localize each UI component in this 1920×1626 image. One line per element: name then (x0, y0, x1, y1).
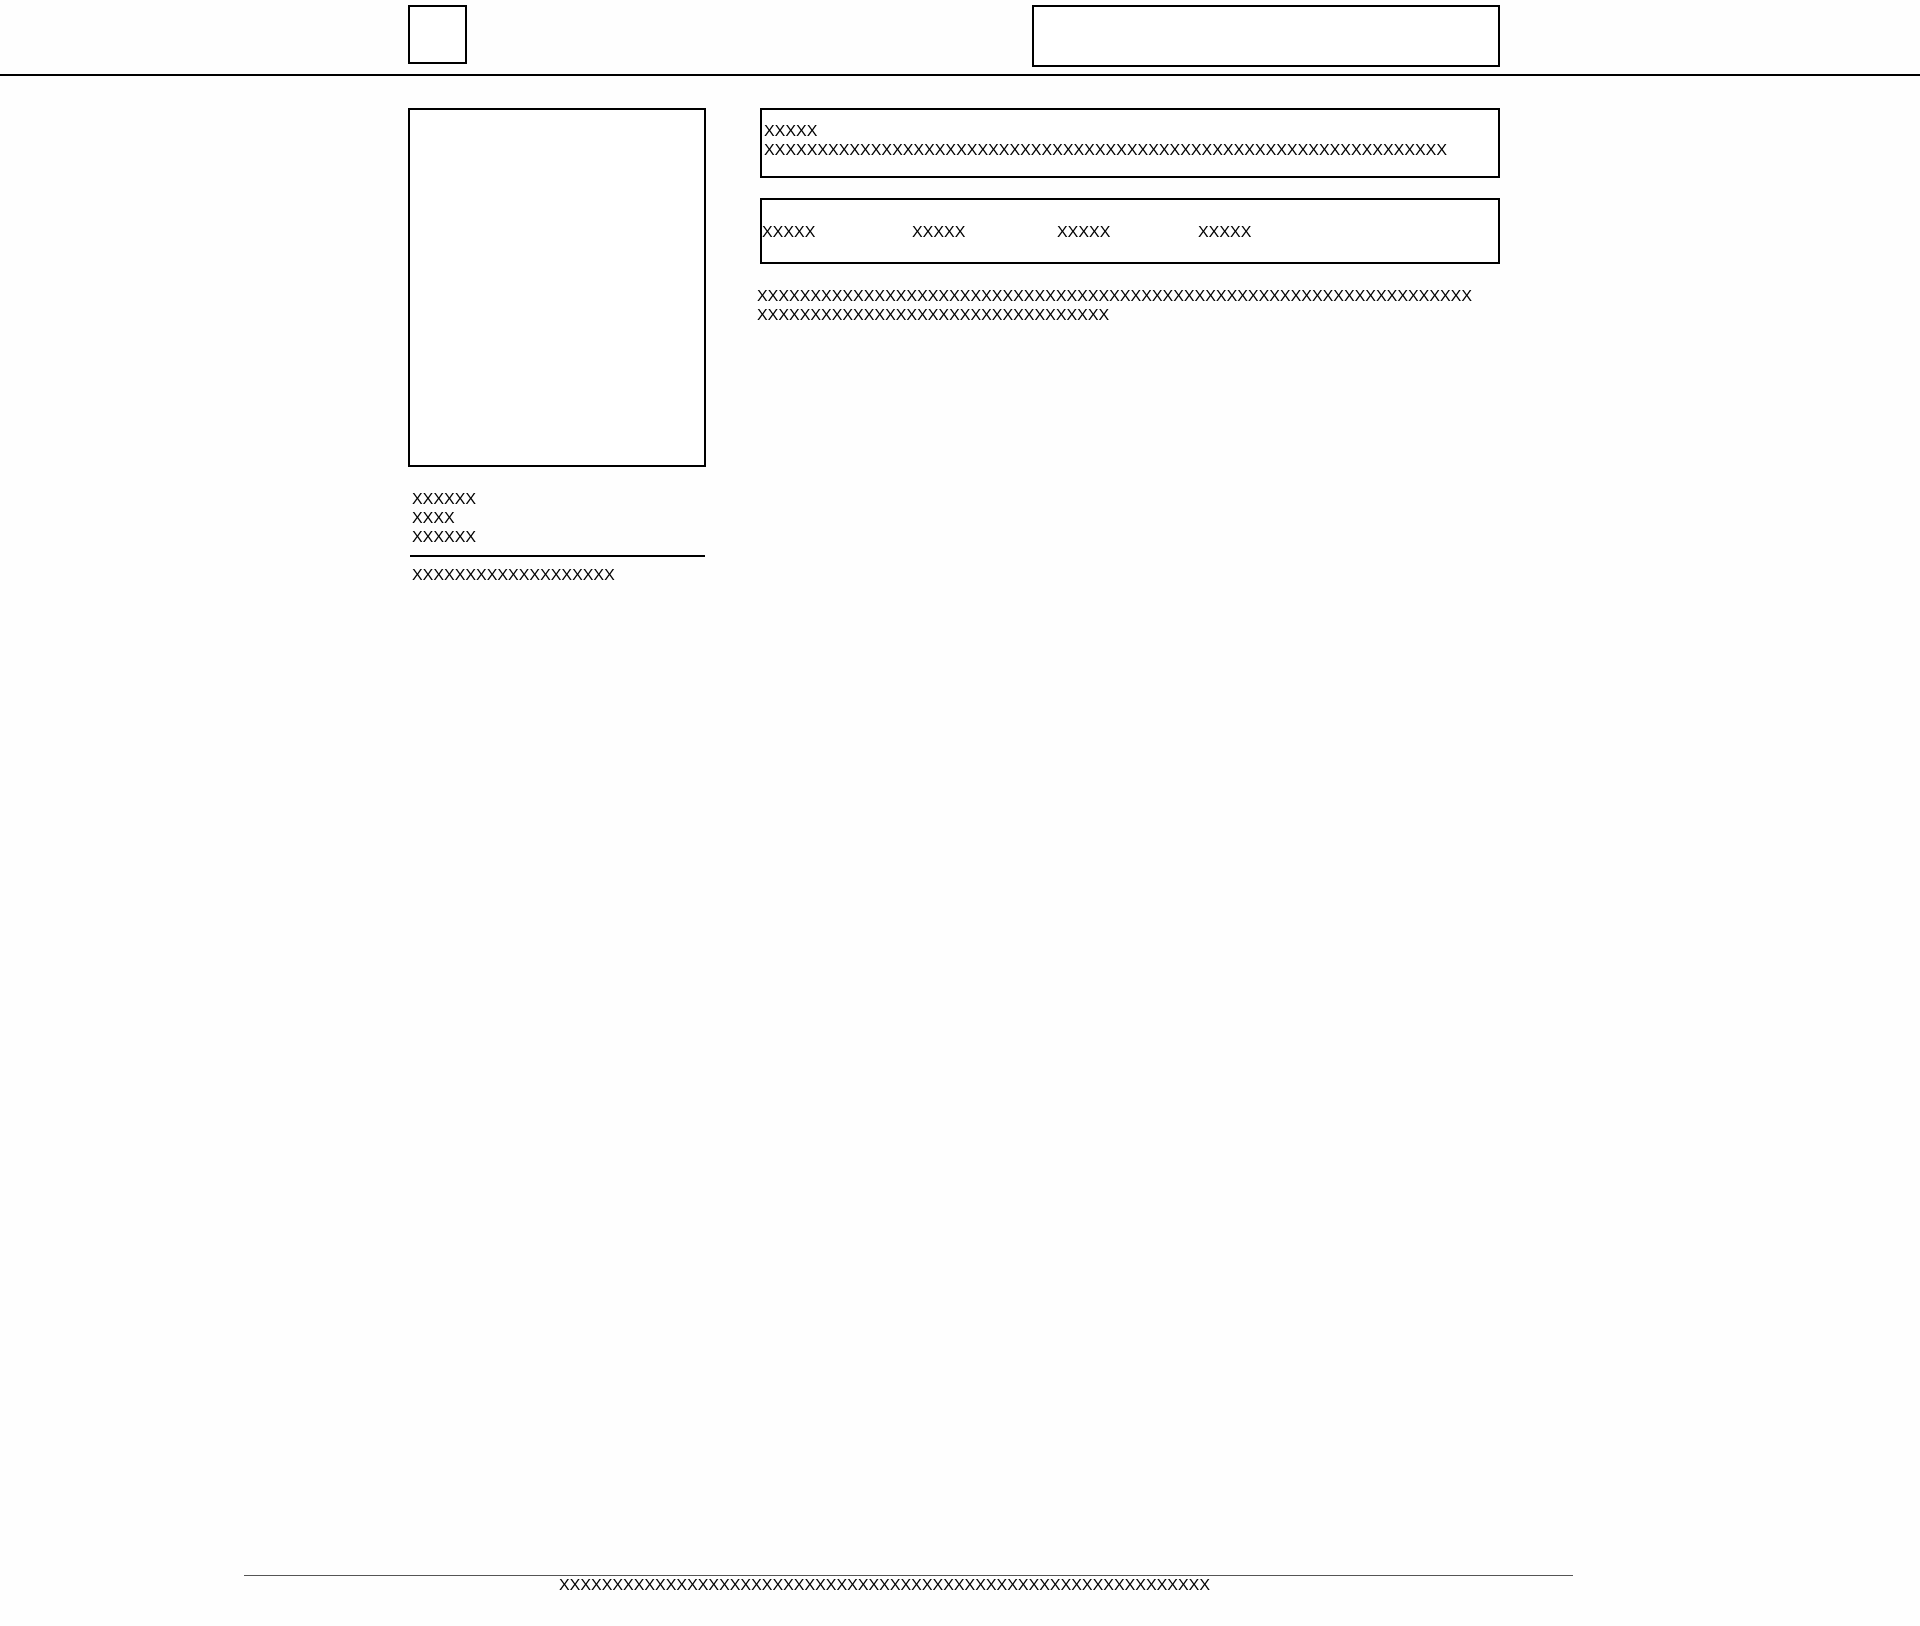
info-box (760, 108, 1500, 178)
tab-4[interactable]: XXXXX (1198, 224, 1252, 241)
search-input[interactable] (1032, 5, 1500, 67)
sidebar-divider (410, 555, 705, 557)
profile-photo (408, 108, 706, 467)
profile-line-3: XXXXXX (412, 529, 477, 546)
profile-line-1: XXXXXX (412, 491, 477, 508)
tab-bar (760, 198, 1500, 264)
footer-text: XXXXXXXXXXXXXXXXXXXXXXXXXXXXXXXXXXXXXXXXXXXXXXXXXXXXXXXXXXXXX (559, 1577, 1210, 1594)
site-header (0, 0, 1920, 76)
main-body-text (757, 287, 1507, 325)
body-line-1: XXXXXXXXXXXXXXXXXXXXXXXXXXXXXXXXXXXXXXXXXXXXXXXXXXXXXXXXXXXXXXXXXXX (757, 288, 1473, 305)
info-box-text: XXXXXXXXXXXXXXXXXXXXXXXXXXXXXXXXXXXXXXXXXXXXXXXXXXXXXXXXXXXXXXXX (764, 142, 1447, 159)
info-box-title: XXXXX (764, 123, 818, 140)
profile-details (412, 490, 476, 547)
tab-3[interactable]: XXXXX (1057, 224, 1111, 241)
profile-line-2: XXXX (412, 510, 455, 527)
profile-footer-text: XXXXXXXXXXXXXXXXXXX (412, 567, 615, 584)
logo-icon[interactable] (408, 5, 467, 64)
body-line-2: XXXXXXXXXXXXXXXXXXXXXXXXXXXXXXXXX (757, 307, 1110, 324)
tab-1[interactable]: XXXXX (762, 224, 816, 241)
tab-2[interactable]: XXXXX (912, 224, 966, 241)
